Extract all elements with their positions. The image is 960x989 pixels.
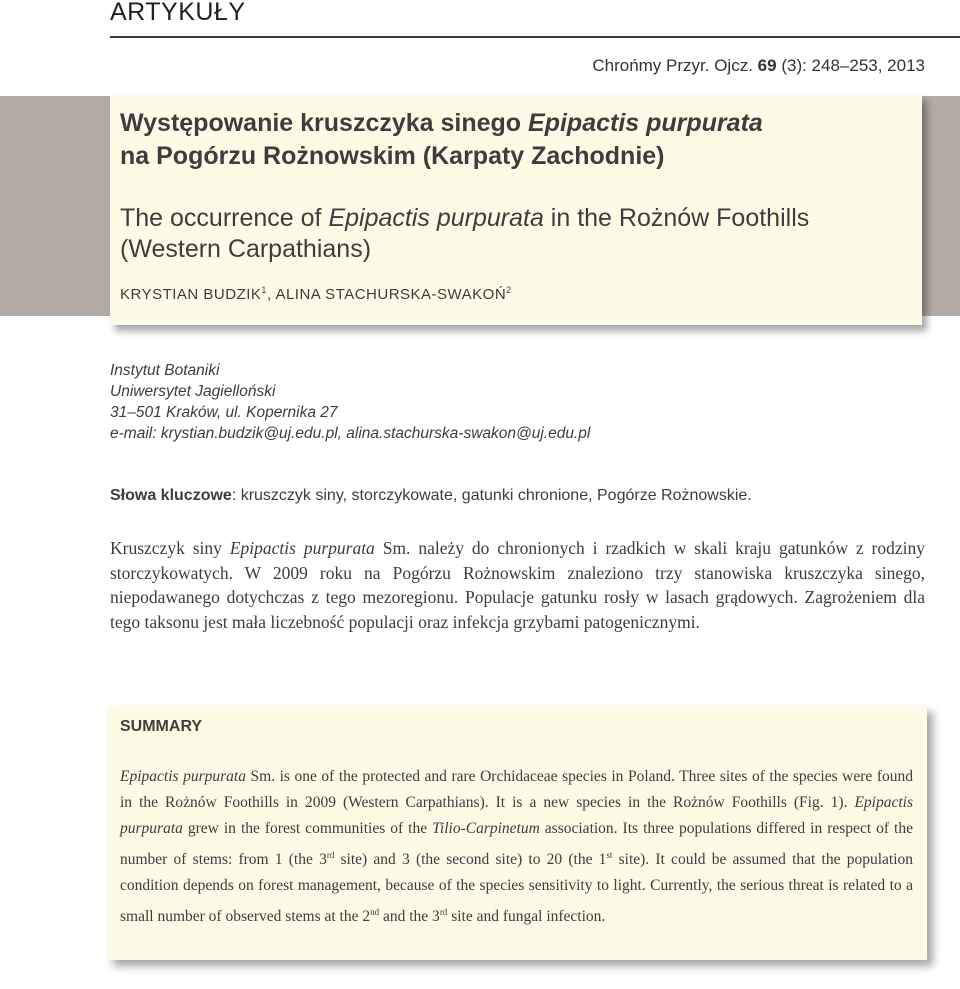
summary-text: Epipactis purpurata Sm. is one of the protected and rare Orchidaceae species in Poland. Three sites of the species were found in the Rożnów Foothills in 2009 (Western Carpathians). It is a new species in the Rożnów Foothills (Fig. 1). Epipactis purpurata grew in the forest communities of the Tilio-Carpinetum association. Its three populations differed in respect of the number of stems: from 1 (the 3rd site) and 3 (the second site) to 20 (the 1st site). It could be assumed that the population condition depends on forest management, because of the species sensitivity to light. Currently, the serious threat is related to a small number of observed stems at the 2nd and the 3rd site and fungal infection. [120, 768, 913, 926]
abstract-polish: Kruszczyk siny Epipactis purpurata Sm. należy do chronionych i rzadkich w skali kraju gatunków z rodziny storczykowatych. W 2009 roku na Pogórzu Rożnowskim znaleziono trzy stanowiska kruszczyka sinego, niepodawanego dotychczas z tego mezoregionu. Populacje gatunku rosły w lasach grądowych. Zagrożeniem dla tego taksonu jest mała liczebność populacji oraz infekcja grzybami patogenicznymi. [110, 538, 925, 632]
title-polish: Występowanie kruszczyka sinego Epipactis purpurata na Pogórzu Rożnowskim (Karpaty Zachodnie) [120, 109, 763, 170]
affiliation-institute: Instytut Botaniki [110, 362, 220, 379]
section-label: ARTYKUŁY [110, 0, 246, 26]
title-box [110, 95, 922, 325]
journal-citation [592, 56, 925, 76]
affiliation [110, 360, 590, 444]
summary-title: SUMMARY [120, 718, 203, 735]
section-header [110, 0, 960, 38]
keywords-label: Słowa kluczowe [110, 487, 232, 504]
summary-box [107, 706, 927, 960]
authors: KRYSTIAN BUDZIK$^1$, ALINA STACHURSKA-SWAKOŃ$^2$ [120, 285, 512, 303]
keywords-text: : kruszczyk siny, storczykowate, gatunki chronione, Pogórze Rożnowskie. [231, 487, 752, 504]
affiliation-university: Uniwersytet Jagielloński [110, 383, 276, 400]
journal-name: Chrońmy Przyr. Ojcz. [592, 56, 753, 75]
keywords [110, 487, 930, 505]
author-1: KRYSTIAN BUDZIK [120, 286, 262, 303]
affiliation-address: 31–501 Kraków, ul. Kopernika 27 [110, 404, 338, 421]
affiliation-email: e-mail: krystian.budzik@uj.edu.pl, alina.stachurska-swakon@uj.edu.pl [110, 425, 591, 442]
journal-volume: 69 [757, 56, 777, 75]
journal-issue-pages: (3): 248–253, 2013 [781, 56, 925, 75]
author-2: ALINA STACHURSKA-SWAKOŃ [275, 286, 507, 303]
title-polish-species: Epipactis purpurata [528, 109, 763, 137]
title-english: The occurrence of Epipactis purpurata in the Rożnów Foothills (Western Carpathians) [120, 204, 810, 263]
title-english-species: Epipactis purpurata [328, 204, 544, 232]
